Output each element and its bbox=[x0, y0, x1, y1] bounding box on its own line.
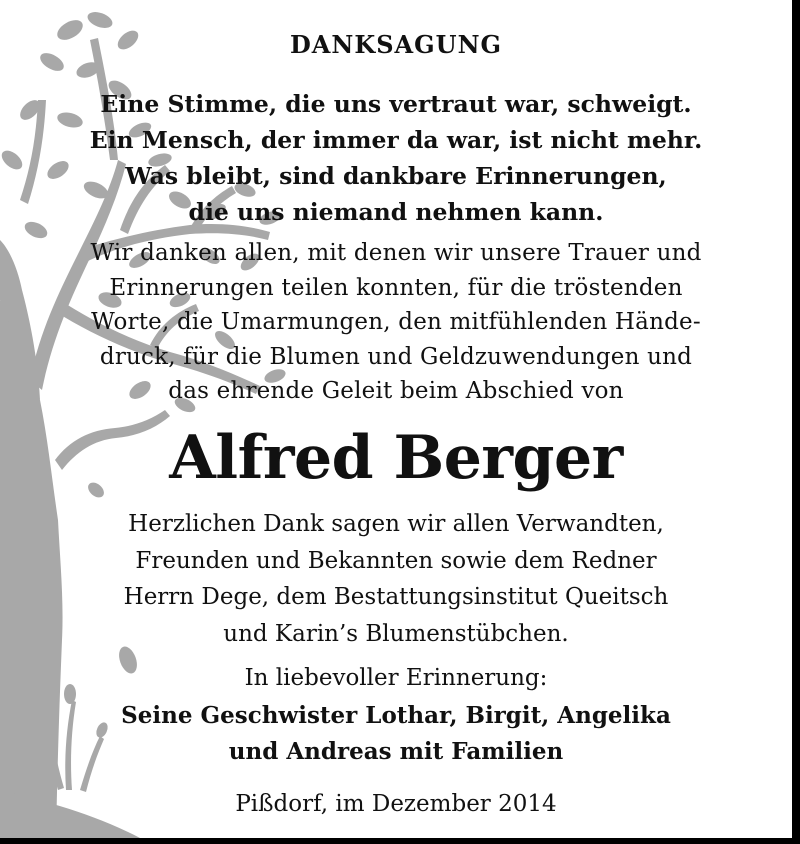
verse bbox=[0, 86, 792, 230]
memory-line: In liebevoller Erinnerung: bbox=[244, 665, 548, 691]
gratitude-line: und Karin’s Blumenstübchen. bbox=[223, 620, 569, 647]
family-signature bbox=[0, 698, 792, 770]
gratitude-line: Herzlichen Dank sagen wir allen Verwandten, bbox=[128, 511, 664, 537]
thanks-line: druck, für die Blumen und Geldzuwendungen und bbox=[99, 343, 693, 370]
family-line: und Andreas mit Familien bbox=[228, 738, 564, 765]
verse-line: Ein Mensch, der immer da war, ist nicht mehr. bbox=[89, 126, 703, 154]
deceased-name: Alfred Berger bbox=[169, 423, 623, 493]
thanks-line: das ehrende Geleit beim Abschied von bbox=[168, 378, 624, 404]
gratitude-line: Freunden und Bekannten sowie dem Redner bbox=[135, 547, 657, 574]
thanks-line: Worte, die Umarmungen, den mitfühlenden Hände- bbox=[91, 309, 701, 335]
heading: DANKSAGUNG bbox=[289, 30, 503, 59]
verse-line: Eine Stimme, die uns vertraut war, schweigt. bbox=[100, 90, 692, 118]
verse-line: die uns niemand nehmen kann. bbox=[188, 198, 604, 226]
thanks-line: Erinnerungen teilen konnten, für die tröstenden bbox=[109, 274, 683, 301]
gratitude-paragraph bbox=[0, 506, 792, 652]
gratitude-line: Herrn Dege, dem Bestattungsinstitut Queitsch bbox=[123, 584, 669, 610]
thanks-paragraph bbox=[0, 236, 792, 409]
place-date: Pißdorf, im Dezember 2014 bbox=[235, 791, 557, 817]
thanks-line: Wir danken allen, mit denen wir unsere Trauer und bbox=[90, 240, 702, 266]
family-line: Seine Geschwister Lothar, Birgit, Angelika bbox=[121, 702, 671, 729]
verse-line: Was bleibt, sind dankbare Erinnerungen, bbox=[125, 162, 667, 190]
